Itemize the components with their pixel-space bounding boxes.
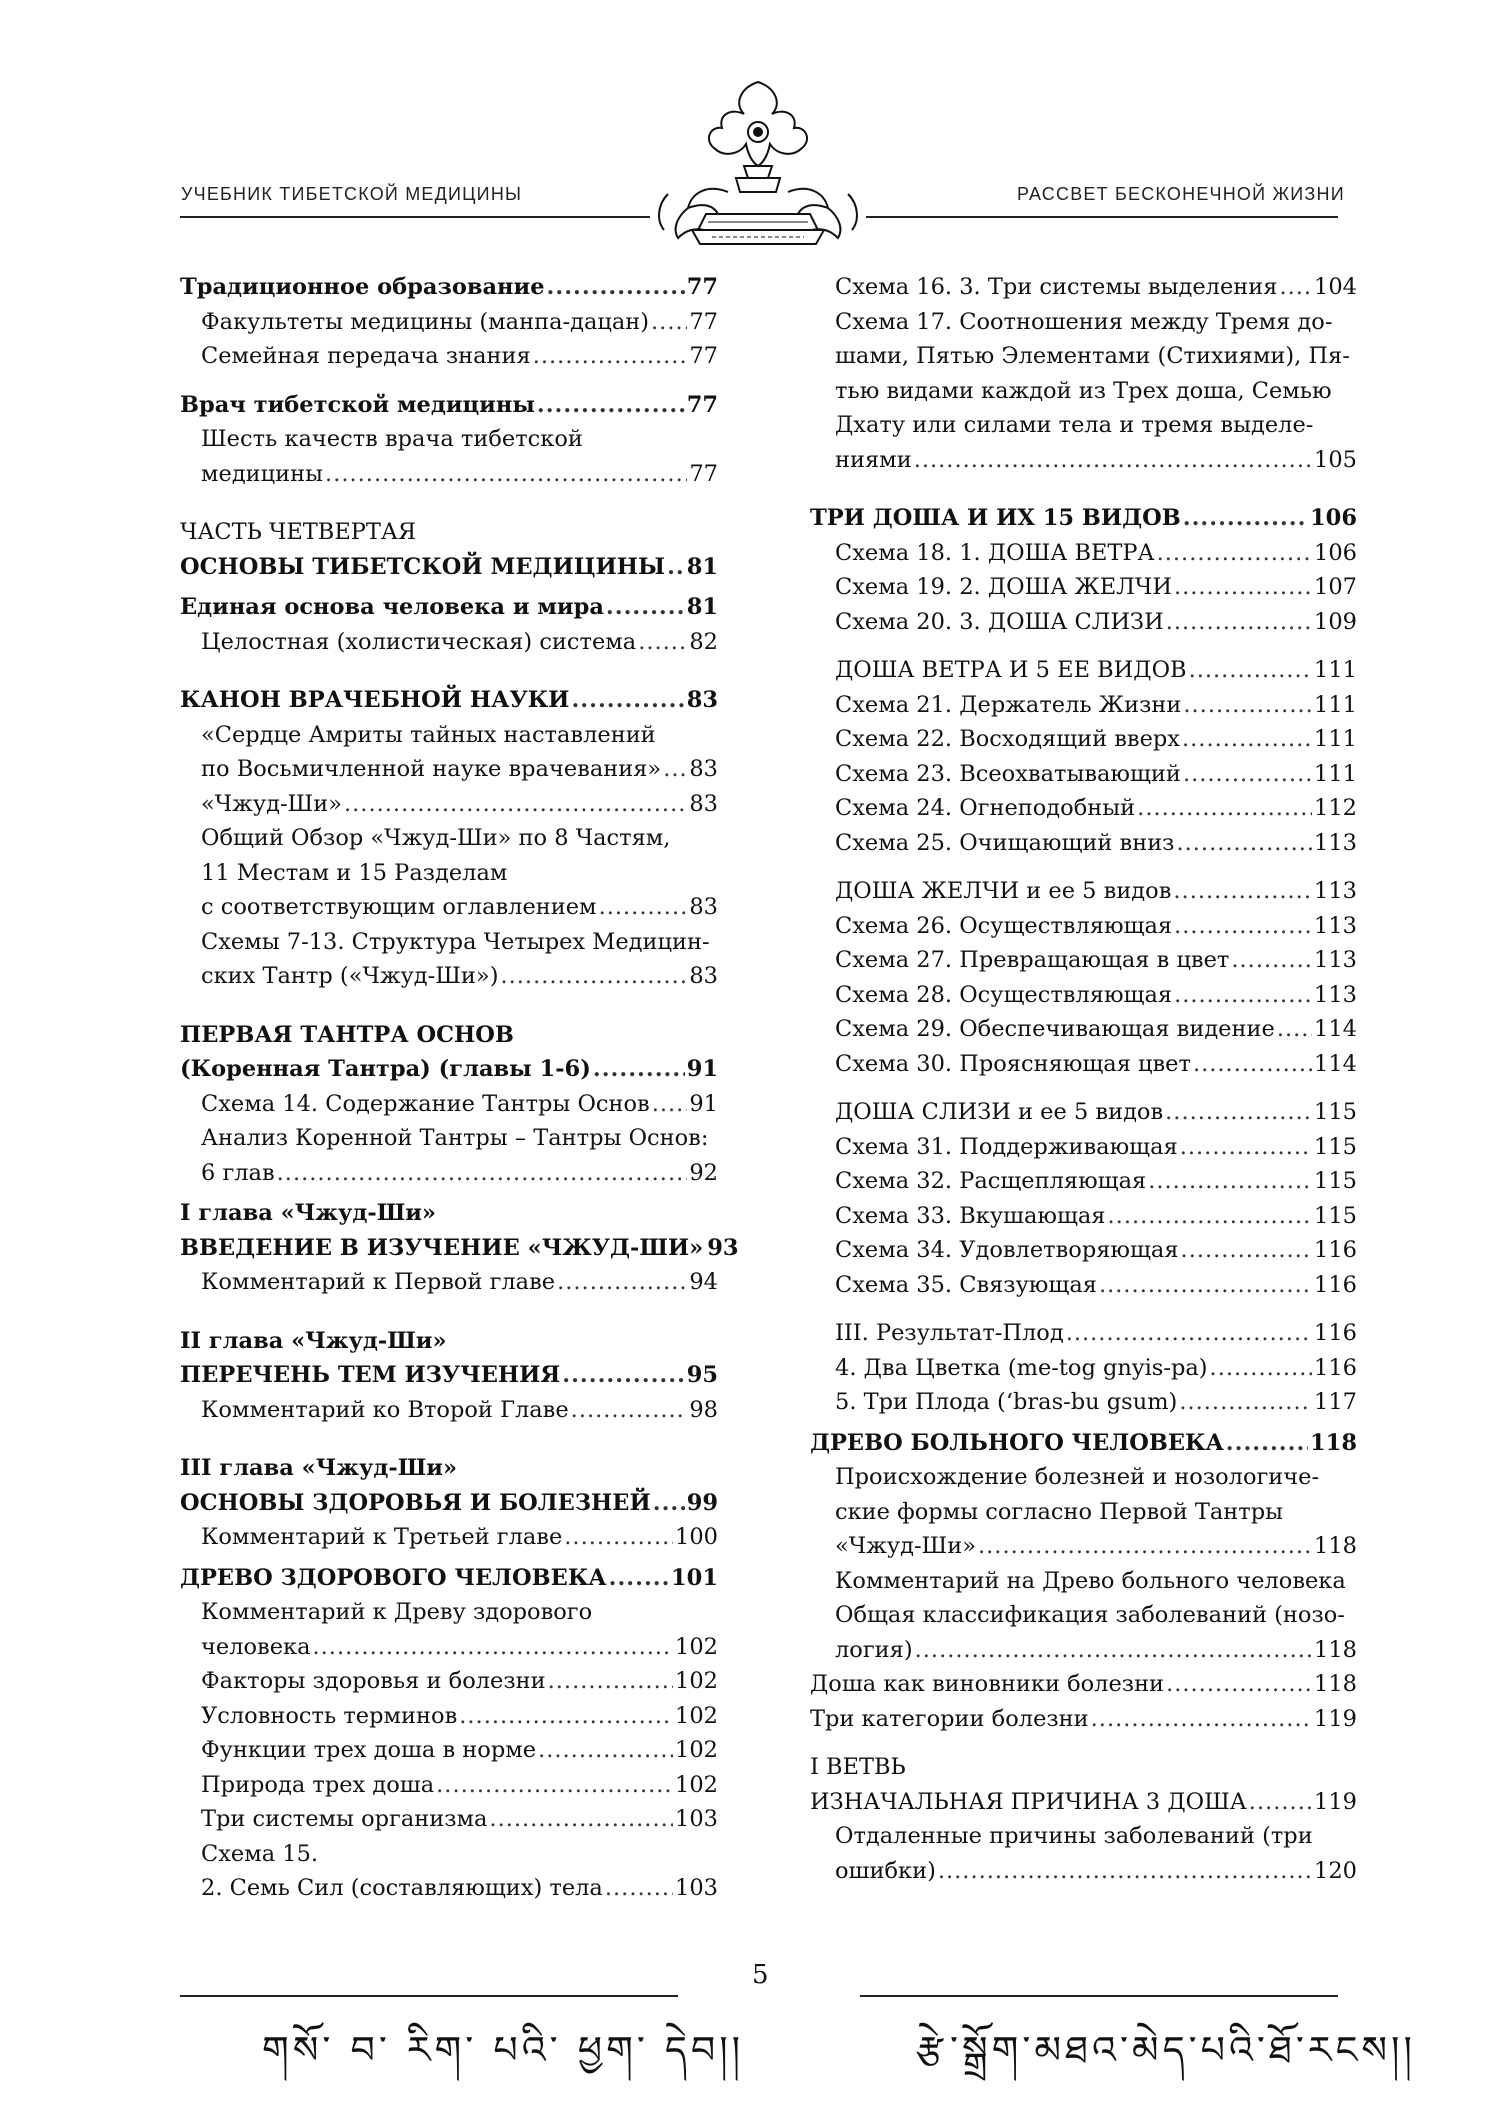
toc-entry[interactable]: КАНОН ВРАЧЕБНОЙ НАУКИ ..... 83: [180, 683, 718, 718]
toc-entry[interactable]: с соответствующим оглавлением ..... 83: [180, 890, 718, 925]
toc-entry[interactable]: ОСНОВЫ ТИБЕТСКОЙ МЕДИЦИНЫ ..... 81: [180, 550, 718, 585]
toc-entry[interactable]: Комментарий ко Второй Главе ..... 98: [180, 1393, 718, 1428]
toc-entry[interactable]: Условность терминов ..... 102: [180, 1699, 718, 1734]
toc-entry[interactable]: Схема 14. Содержание Тантры Основ ..... 91: [180, 1087, 718, 1122]
toc-entry[interactable]: «Чжуд-Ши» ..... 83: [180, 787, 718, 822]
toc-entry[interactable]: Схема 33. Вкушающая ..... 115: [810, 1199, 1357, 1234]
toc-entry[interactable]: медицины ..... 77: [180, 457, 718, 492]
toc-entry[interactable]: Схема 32. Расщепляющая ..... 115: [810, 1164, 1357, 1199]
tibetan-emblem-icon: [648, 74, 868, 252]
toc-entry[interactable]: Три системы организма ..... 103: [180, 1802, 718, 1837]
toc-right-column: [810, 270, 1357, 1888]
toc-entry-line: 11 Местам и 15 Разделам: [201, 859, 508, 886]
toc-entry[interactable]: Схема 30. Проясняющая цвет ..... 114: [810, 1047, 1357, 1082]
footer-rule-left: [180, 1995, 678, 1997]
toc-entry[interactable]: 6 глав ..... 92: [180, 1156, 718, 1191]
toc-entry[interactable]: Схема 19. 2. ДОША ЖЕЛЧИ ..... 107: [810, 570, 1357, 605]
toc-entry[interactable]: логия) ..... 118: [810, 1633, 1357, 1668]
toc-entry-line: тью видами каждой из Трех доша, Семью: [835, 377, 1332, 404]
toc-entry[interactable]: Схема 26. Осуществляющая ..... 113: [810, 909, 1357, 944]
toc-entry[interactable]: Схема 23. Всеохватывающий ..... 111: [810, 757, 1357, 792]
toc-entry[interactable]: Природа трех доша ..... 102: [180, 1768, 718, 1803]
toc-entry-line: Анализ Коренной Тантры – Тантры Основ:: [201, 1125, 709, 1151]
toc-entry[interactable]: Доша как виновники болезни ..... 118: [810, 1667, 1357, 1702]
toc-left-column: [180, 270, 739, 1906]
toc-entry[interactable]: Традиционное образование ..... 77: [180, 270, 718, 305]
toc-entry-line: Происхождение болезней и нозологиче-: [835, 1464, 1320, 1490]
toc-entry[interactable]: ДРЕВО ЗДОРОВОГО ЧЕЛОВЕКА ..... 101: [180, 1561, 718, 1596]
toc-entry[interactable]: Схема 24. Огнеподобный ..... 112: [810, 791, 1357, 826]
toc-entry[interactable]: 2. Семь Сил (составляющих) тела ..... 103: [180, 1871, 718, 1906]
toc-entry-line: Отдаленные причины заболеваний (три: [835, 1823, 1313, 1849]
footer-rule-right: [860, 1995, 1338, 1997]
toc-entry[interactable]: «Чжуд-Ши» ..... 118: [810, 1529, 1357, 1564]
toc-entry[interactable]: Комментарий к Первой главе ..... 94: [180, 1265, 718, 1300]
toc-entry[interactable]: Функции трех доша в норме ..... 102: [180, 1733, 718, 1768]
toc-entry-line: шами, Пятью Элементами (Стихиями), Пя-: [835, 343, 1350, 369]
chapter-label: II глава «Чжуд-Ши»: [180, 1327, 447, 1354]
toc-entry-line: Шесть качеств врача тибетской: [201, 426, 583, 452]
running-header-right: РАССВЕТ БЕСКОНЕЧНОЙ ЖИЗНИ: [1017, 184, 1345, 204]
toc-entry[interactable]: Факультеты медицины (манпа-дацан) ..... 77: [180, 305, 718, 340]
toc-entry[interactable]: ПЕРЕЧЕНЬ ТЕМ ИЗУЧЕНИЯ ..... 95: [180, 1358, 718, 1393]
toc-entry-line: Общий Обзор «Чжуд-Ши» по 8 Частям,: [201, 825, 671, 851]
toc-entry-line: Схемы 7-13. Структура Четырех Медицин-: [201, 928, 710, 955]
toc-entry-line: Общая классификация заболеваний (нозо-: [835, 1602, 1345, 1628]
toc-entry[interactable]: (Коренная Тантра) (главы 1-6) ..... 91: [180, 1052, 718, 1087]
toc-entry[interactable]: III. Результат-Плод ..... 116: [810, 1316, 1357, 1351]
toc-entry[interactable]: Схема 20. 3. ДОША СЛИЗИ ..... 109: [810, 605, 1357, 640]
header-rule-left: [180, 216, 650, 218]
chapter-label: III глава «Чжуд-Ши»: [180, 1455, 458, 1481]
toc-entry-line: Дхату или силами тела и тремя выделе-: [835, 412, 1314, 438]
toc-entry[interactable]: 5. Три Плода (‘bras-bu gsum) ..... 117: [810, 1385, 1357, 1420]
toc-entry[interactable]: Схема 28. Осуществляющая ..... 113: [810, 978, 1357, 1013]
toc-entry[interactable]: 4. Два Цветка (me-tog gnyis-pa) ..... 116: [810, 1351, 1357, 1386]
toc-entry[interactable]: Схема 25. Очищающий вниз ..... 113: [810, 826, 1357, 861]
toc-entry[interactable]: Схема 18. 1. ДОША ВЕТРА ..... 106: [810, 536, 1357, 571]
toc-entry[interactable]: Схема 34. Удовлетворяющая ..... 116: [810, 1233, 1357, 1268]
toc-entry[interactable]: ОСНОВЫ ЗДОРОВЬЯ И БОЛЕЗНЕЙ ..... 99: [180, 1486, 718, 1521]
toc-entry[interactable]: Три категории болезни ..... 119: [810, 1702, 1357, 1737]
toc-entry[interactable]: Целостная (холистическая) система ..... 82: [180, 625, 718, 660]
chapter-label: I глава «Чжуд-Ши»: [180, 1200, 436, 1226]
toc-entry[interactable]: ошибки) ..... 120: [810, 1854, 1357, 1889]
toc-entry[interactable]: Семейная передача знания ..... 77: [180, 339, 718, 374]
toc-entry[interactable]: ДРЕВО БОЛЬНОГО ЧЕЛОВЕКА ..... 118: [810, 1426, 1357, 1461]
branch-label: I ВЕТВЬ: [810, 1754, 906, 1780]
toc-entry[interactable]: Факторы здоровья и болезни ..... 102: [180, 1664, 718, 1699]
toc-entry[interactable]: ДОША ЖЕЛЧИ и ее 5 видов ..... 113: [810, 874, 1357, 909]
toc-entry[interactable]: ских Тантр («Чжуд-Ши») ..... 83: [180, 959, 718, 994]
header-rule-right: [866, 216, 1338, 218]
part-heading: ЧАСТЬ ЧЕТВЕРТАЯ: [180, 519, 417, 545]
toc-entry[interactable]: Схема 22. Восходящий вверх ..... 111: [810, 722, 1357, 757]
toc-entry[interactable]: ДОША ВЕТРА И 5 ЕЕ ВИДОВ ..... 111: [810, 653, 1357, 688]
toc-entry[interactable]: человека ..... 102: [180, 1630, 718, 1665]
footer-tibetan-right: རྩེ་སྒྲོག་མཐའ་མེད་པའི་ཐོ་རངས།།: [916, 2028, 1416, 2072]
toc-entry[interactable]: по Восьмичленной науке врачевания» ..... 83: [180, 752, 718, 787]
page-number: 5: [752, 1960, 769, 1990]
toc-entry[interactable]: Схема 16. 3. Три системы выделения ..... 104: [810, 270, 1357, 305]
toc-entry-line: «Сердце Амриты тайных наставлений: [201, 721, 656, 748]
toc-entry-line: Схема 15.: [201, 1840, 319, 1867]
toc-entry[interactable]: ВВЕДЕНИЕ В ИЗУЧЕНИЕ «ЧЖУД-ШИ» 93: [180, 1234, 739, 1261]
toc-entry[interactable]: ДОША СЛИЗИ и ее 5 видов ..... 115: [810, 1095, 1357, 1130]
toc-entry[interactable]: Схема 31. Поддерживающая ..... 115: [810, 1130, 1357, 1165]
footer-tibetan-left: གསོ་ བ་ རིག་ པའི་ ཕྱག་ དེབ།།: [262, 2028, 745, 2072]
toc-entry[interactable]: ТРИ ДОША И ИХ 15 ВИДОВ ..... 106: [810, 501, 1357, 536]
toc-entry[interactable]: Схема 21. Держатель Жизни ..... 111: [810, 688, 1357, 723]
toc-entry[interactable]: Схема 29. Обеспечивающая видение ..... 114: [810, 1012, 1357, 1047]
toc-entry-line: Комментарий к Древу здорового: [201, 1599, 593, 1625]
toc-entry-line: Схема 17. Соотношения между Тремя до-: [835, 308, 1333, 335]
toc-entry[interactable]: Врач тибетской медицины ..... 77: [180, 388, 718, 423]
toc-entry[interactable]: ИЗНАЧАЛЬНАЯ ПРИЧИНА 3 ДОША ..... 119: [810, 1785, 1357, 1820]
toc-entry[interactable]: ниями ..... 105: [810, 443, 1357, 478]
toc-entry-line: ские формы согласно Первой Тантры: [835, 1498, 1284, 1525]
toc-entry[interactable]: Схема 35. Связующая ..... 116: [810, 1268, 1357, 1303]
toc-entry[interactable]: Единая основа человека и мира ..... 81: [180, 590, 718, 625]
toc-entry-line: Комментарий на Древо больного человека: [835, 1567, 1346, 1594]
toc-entry[interactable]: Комментарий к Третьей главе ..... 100: [180, 1520, 718, 1555]
toc-entry[interactable]: Схема 27. Превращающая в цвет ..... 113: [810, 943, 1357, 978]
toc-entry-line: ПЕРВАЯ ТАНТРА ОСНОВ: [180, 1021, 514, 1048]
running-header-left: УЧЕБНИК ТИБЕТСКОЙ МЕДИЦИНЫ: [181, 184, 523, 204]
